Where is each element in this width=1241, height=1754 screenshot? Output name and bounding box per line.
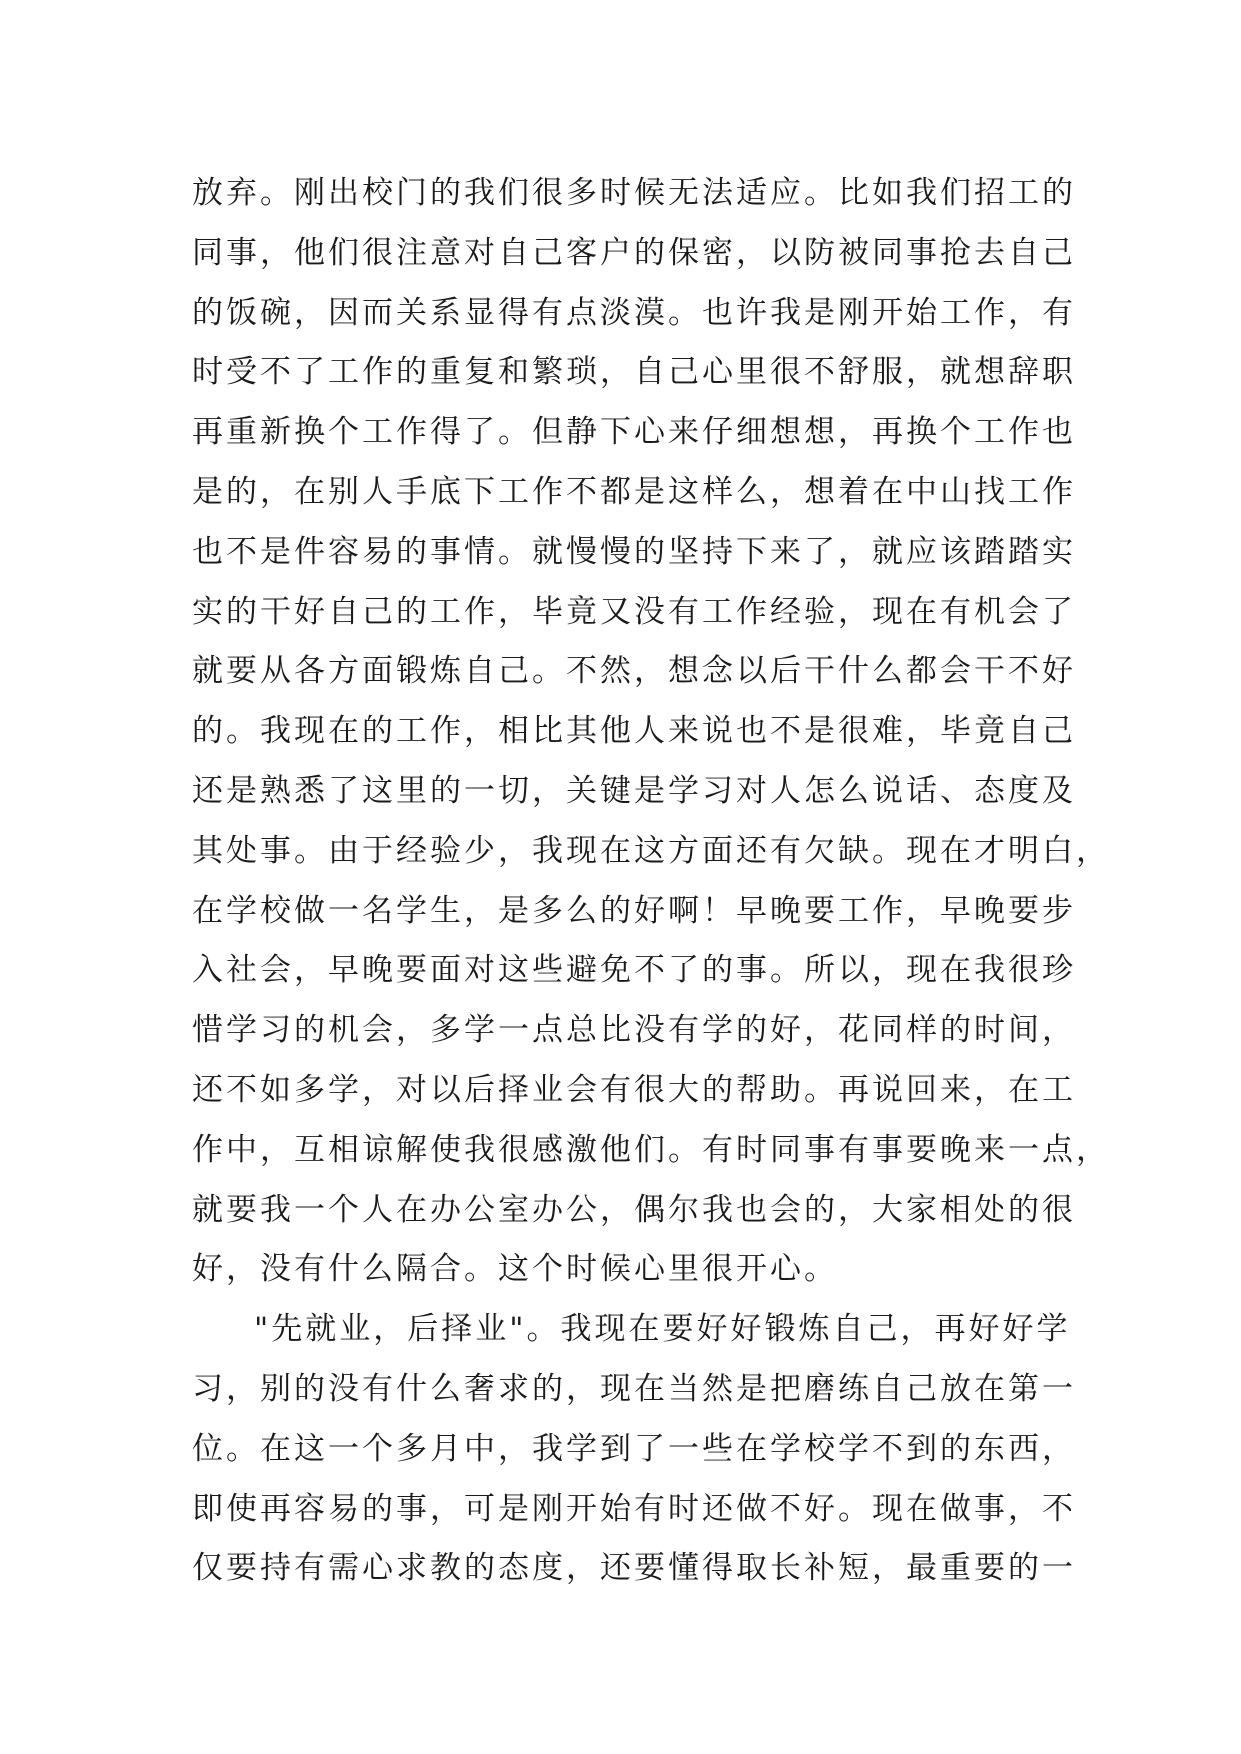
text-line: 作中，互相谅解使我很感激他们。有时同事有事要晚来一点，: [192, 1131, 1110, 1168]
body-text: [192, 164, 1110, 1599]
text-line: 时受不了工作的重复和繁琐，自己心里很不舒服，就想辞职: [192, 354, 1076, 391]
text-line: 惜学习的机会，多学一点总比没有学的好，花同样的时间，: [192, 1012, 1076, 1049]
text-line: 好，没有什么隔合。这个时候心里很开心。: [192, 1251, 838, 1288]
text-line: 的。我现在的工作，相比其他人来说也不是很难，毕竟自己: [192, 713, 1076, 750]
text-line: 还是熟悉了这里的一切，关键是学习对人怎么说话、态度及: [192, 772, 1076, 809]
text-line: 还不如多学，对以后择业会有很大的帮助。再说回来，在工: [192, 1071, 1076, 1108]
text-line: 位。在这一个多月中，我学到了一些在学校学不到的东西，: [192, 1430, 1076, 1467]
text-line: 习，别的没有什么奢求的，现在当然是把磨练自己放在第一: [192, 1370, 1076, 1407]
text-line: 就要我一个人在办公室办公，偶尔我也会的，大家相处的很: [192, 1191, 1076, 1228]
text-line: 即使再容易的事，可是刚开始有时还做不好。现在做事，不: [192, 1490, 1076, 1527]
text-line: 是的，在别人手底下工作不都是这样么，想着在中山找工作: [192, 473, 1076, 510]
text-line: 就要从各方面锻炼自己。不然，想念以后干什么都会干不好: [192, 653, 1076, 690]
text-line: 实的干好自己的工作，毕竟又没有工作经验，现在有机会了: [192, 593, 1076, 630]
text-line: 放弃。刚出校门的我们很多时候无法适应。比如我们招工的: [192, 175, 1076, 211]
text-line: 仅要持有需心求教的态度，还要懂得取长补短，最重要的一: [192, 1550, 1076, 1587]
text-line: 也不是件容易的事情。就慢慢的坚持下来了，就应该踏踏实: [192, 533, 1076, 570]
text-line: 其处事。由于经验少，我现在这方面还有欠缺。现在才明白，: [192, 832, 1110, 869]
text-line: 同事，他们很注意对自己客户的保密，以防被同事抢去自己: [192, 234, 1076, 271]
text-line: 入社会，早晚要面对这些避免不了的事。所以，现在我很珍: [192, 952, 1076, 989]
paragraph-first-line: "先就业，后择业"。我现在要好好锻炼自己，再好好学: [254, 1311, 1071, 1348]
text-line: 再重新换个工作得了。但静下心来仔细想想，再换个工作也: [192, 414, 1076, 451]
text-line: 的饭碗，因而关系显得有点淡漠。也许我是刚开始工作，有: [192, 294, 1076, 331]
text-line: 在学校做一名学生，是多么的好啊！早晚要工作，早晚要步: [192, 892, 1076, 929]
